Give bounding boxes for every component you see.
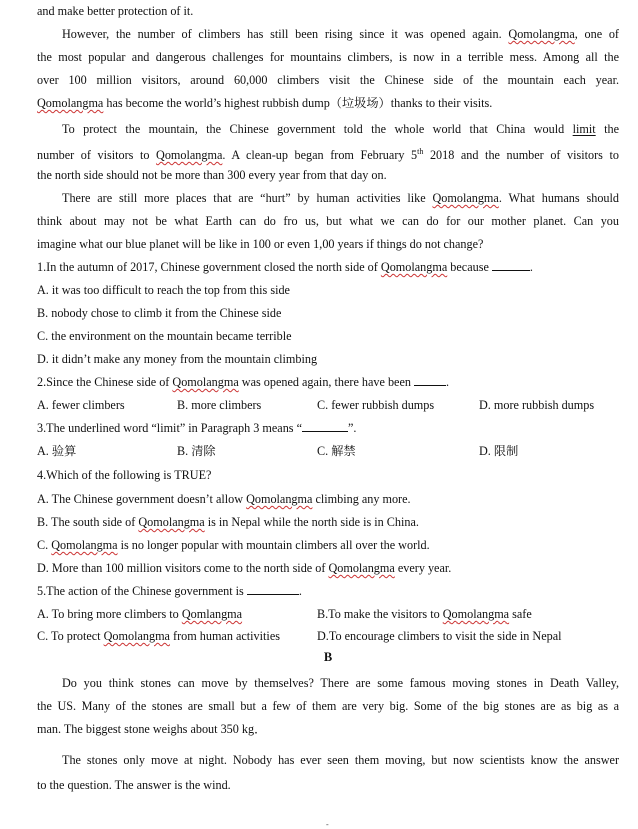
passage-b-line5: to the question. The answer is the wind. [37, 778, 231, 792]
q4-option-c: C. Qomolangma is no longer popular with mountain climbers all over the world. [37, 538, 430, 552]
q1-option-b: B. nobody chose to climb it from the Chinese side [37, 306, 282, 320]
answer-blank [414, 374, 446, 386]
q3-option-b: B. 清除 [177, 444, 216, 458]
q3-option-a: A. 验算 [37, 444, 77, 458]
passage-b-line4: The stones only move at night. Nobody has ever seen them moving, but now scientists know the answer [62, 753, 619, 767]
q3-option-c: C. 解禁 [317, 444, 356, 458]
q2-option-a: A. fewer climbers [37, 398, 125, 412]
q4-option-d: D. More than 100 million visitors come to the north side of Qomolangma every year. [37, 561, 452, 575]
q2-option-b: B. more climbers [177, 398, 262, 412]
passage-b-line1: Do you think stones can move by themselves? There are some famous moving stones in Death Valley, [62, 676, 619, 690]
para2-line2: the most popular and dangerous challenges for mountains climbers, is now in a terrible mess. Among all the [37, 50, 619, 64]
para3-line2: number of visitors to Qomolangma. A clean-up began from February 5th 2018 and the number of visitors to [37, 147, 619, 163]
para1-tail: and make better protection of it. [37, 4, 194, 18]
q2-option-d: D. more rubbish dumps [479, 398, 595, 412]
answer-blank [492, 259, 530, 271]
para2-line3: over 100 million visitors, around 60,000 climbers visit the Chinese side of the mountain each year. [37, 73, 619, 87]
q2-option-c: C. fewer rubbish dumps [317, 398, 435, 412]
q2-stem: 2.Since the Chinese side of Qomolangma was opened again, there have been . [37, 375, 450, 389]
q5-option-b: B.To make the visitors to Qomolangma safe [317, 607, 532, 621]
q5-option-a: A. To bring more climbers to Qomlangma [37, 607, 243, 621]
para2-line4: Qomolangma has become the world’s highest rubbish dump（垃圾场）thanks to their visits. [37, 96, 493, 110]
q4-stem: 4.Which of the following is TRUE? [37, 468, 212, 482]
q1-stem: 1.In the autumn of 2017, Chinese government closed the north side of Qomolangma because . [37, 260, 533, 274]
q5-option-c: C. To protect Qomolangma from human activities [37, 629, 280, 643]
q3-option-d: D. 限制 [479, 444, 519, 458]
passage-b-line3: man. The biggest stone weighs about 350 kg． [37, 722, 267, 736]
passage-b-line2: the US. Many of the stones are small but a few of them are very big. Some of the big stones are as big as a [37, 699, 619, 713]
q1-option-d: D. it didn’t make any money from the mountain climbing [37, 352, 318, 366]
para3-line1: To protect the mountain, the Chinese government told the whole world that China would limit the [62, 122, 619, 136]
q5-stem: 5.The action of the Chinese government is . [37, 584, 302, 598]
limit-word: limit [572, 122, 596, 136]
q5-option-d: D.To encourage climbers to visit the side in Nepal [317, 629, 562, 643]
para2-line1: However, the number of climbers has still been rising since it was opened again. Qomolangma, one of [62, 27, 619, 41]
q1-option-a: A. it was too difficult to reach the top from this side [37, 283, 290, 297]
q3-stem: 3.The underlined word “limit” in Paragraph 3 means “ ”. [37, 421, 357, 435]
para3-line3: the north side should not be more than 300 every year from that day on. [37, 168, 387, 182]
para4-line2: think about may not be what Earth can do fro us, but what we can do for our mother planet. Can you [37, 214, 619, 228]
para4-line1: There are still more places that are “hurt” by human activities like Qomolangma. What humans should [62, 191, 619, 205]
section-b-title: B [323, 650, 333, 664]
answer-blank [302, 420, 348, 432]
footer-mark: - [326, 820, 329, 829]
answer-blank [247, 583, 299, 595]
para4-line3: imagine what our blue planet will be like in 100 or even 1,00 years if things do not change? [37, 237, 484, 251]
q4-option-a: A. The Chinese government doesn’t allow Qomolangma climbing any more. [37, 492, 411, 506]
q4-option-b: B. The south side of Qomolangma is in Nepal while the north side is in China. [37, 515, 419, 529]
q1-option-c: C. the environment on the mountain became terrible [37, 329, 292, 343]
